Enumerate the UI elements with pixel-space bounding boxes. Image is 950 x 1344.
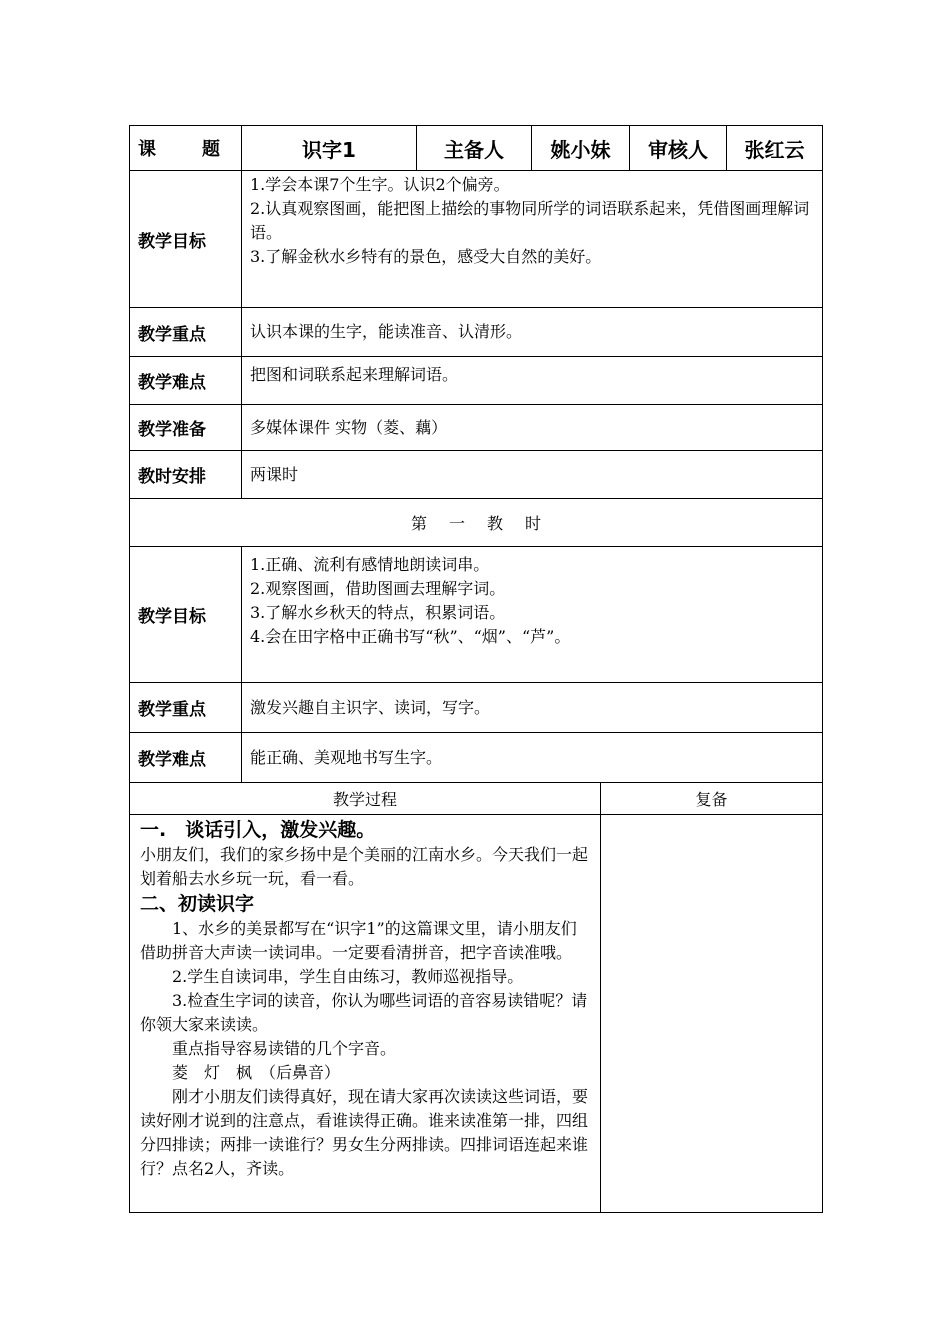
section1-text: 小朋友们，我们的家乡扬中是个美丽的江南水乡。今天我们一起划着船去水乡玩一玩，看一看。 [140,845,589,888]
overview-goals-row [130,171,823,308]
overview-schedule-label: 教时安排 [130,451,242,499]
overview-goal-2: 2.认真观察图画，能把图上描绘的事物同所学的词语联系起来，凭借图画理解词语。 [250,199,810,242]
overview-schedule-text: 两课时 [242,451,823,499]
overview-prep-label: 教学准备 [130,405,242,451]
process-header-row [130,783,823,815]
step3-words: 菱 灯 枫 （后鼻音） [172,1063,341,1082]
topic-value: 识字1 [242,126,417,171]
overview-difficulty-label: 教学难点 [130,357,242,405]
period1-goal-3: 3.了解水乡秋天的特点，积累词语。 [250,603,506,622]
review-content [601,815,823,1213]
topic-label: 课 题 [130,126,242,171]
step2-text: 2.学生自读词串，学生自由练习，教师巡视指导。 [172,967,524,986]
period1-goals-row [130,547,823,683]
process-content [130,815,601,1213]
overview-difficulty-row [130,357,823,405]
overview-focus-row [130,308,823,357]
period1-goals-label: 教学目标 [130,547,242,683]
period1-goals-cell [242,547,823,683]
lead-value: 姚小妹 [532,126,630,171]
period1-difficulty-label: 教学难点 [130,733,242,783]
period1-title-row [130,499,823,547]
period1-goal-2: 2.观察图画，借助图画去理解字词。 [250,579,506,598]
review-value: 张红云 [727,126,823,171]
process-body-row [130,815,823,1213]
step3-note: 重点指导容易读错的几个字音。 [172,1039,397,1058]
lead-label: 主备人 [417,126,532,171]
step3-text: 3.检查生字词的读音，你认为哪些词语的音容易读错呢？请你领大家来读读。 [140,991,588,1034]
overview-prep-text: 多媒体课件 实物（菱、藕） [242,405,823,451]
overview-goal-3: 3.了解金秋水乡特有的景色，感受大自然的美好。 [250,247,602,266]
review-column-header: 复备 [601,783,823,815]
period1-difficulty-row [130,733,823,783]
overview-schedule-row [130,451,823,499]
header-row [130,126,823,171]
review-label: 审核人 [630,126,727,171]
period1-focus-row [130,683,823,733]
overview-prep-row [130,405,823,451]
overview-goals-cell [242,171,823,308]
period1-title: 第一教时 [130,499,823,547]
period1-focus-text: 激发兴趣自主识字、读词，写字。 [242,683,823,733]
section2-title: 二、初读识字 [140,893,255,915]
period1-goal-4: 4.会在田字格中正确书写“秋”、“烟”、“芦”。 [250,627,571,646]
overview-goal-1: 1.学会本课7个生字。认识2个偏旁。 [250,175,510,194]
period1-difficulty-text: 能正确、美观地书写生字。 [242,733,823,783]
process-column-header: 教学过程 [130,783,601,815]
overview-goals-label: 教学目标 [130,171,242,308]
period1-goal-1: 1.正确、流利有感情地朗读词串。 [250,555,490,574]
overview-difficulty-text: 把图和词联系起来理解词语。 [242,357,823,405]
step3-follow: 刚才小朋友们读得真好，现在请大家再次读读这些词语，要读好刚才说到的注意点，看谁读得正确。谁来读准第一排，四组分四排读；两排一读谁行？男女生分两排读。四排词语连起来谁行？点名2人，齐读。 [140,1087,589,1178]
step1-text: 1、水乡的美景都写在“识字1”的这篇课文里，请小朋友们借助拼音大声读一读词串。一定要看清拼音，把字音读准哦。 [140,919,577,962]
overview-focus-text: 认识本课的生字，能读准音、认清形。 [242,308,823,357]
overview-focus-label: 教学重点 [130,308,242,357]
section1-title: 一. 谈话引入，激发兴趣。 [140,819,376,841]
lesson-plan-table [129,125,823,1213]
period1-focus-label: 教学重点 [130,683,242,733]
